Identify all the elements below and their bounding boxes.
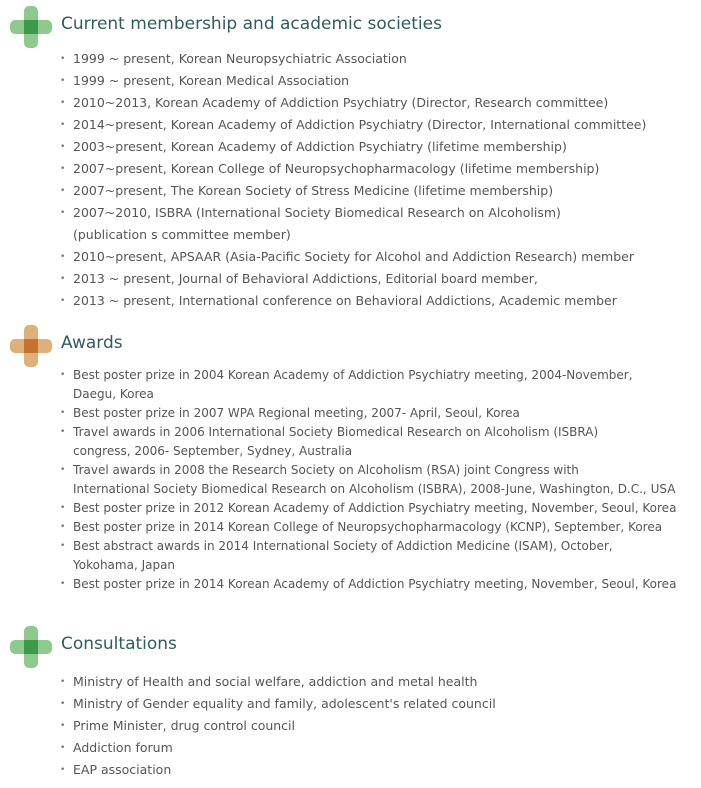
list-item-text: • 2010~2013, Korean Academy of Addiction Psychiatry (Director, Research committee) [73, 95, 609, 110]
list-item-text: • Addiction forum [73, 740, 173, 755]
awards-title: Awards [61, 333, 123, 353]
list-item [60, 158, 690, 180]
list-item-text: • 2007~present, The Korean Society of Stress Medicine (lifetime membership) [73, 183, 554, 198]
list-item-text: • Best poster prize in 2014 Korean Academy of Addiction Psychiatry meeting, November, Seoul, Korea [73, 577, 677, 591]
memberships-list [60, 48, 690, 312]
list-item-text: • Travel awards in 2006 International Society Biomedical Research on Alcoholism (ISBRA) [73, 425, 599, 439]
list-item-text: • Best poster prize in 2004 Korean Academy of Addiction Psychiatry meeting, 2004-November, [73, 368, 633, 382]
list-item [60, 48, 690, 70]
list-item-continuation: International Society Biomedical Research on Alcoholism (ISBRA), 2008-June, Washington, D.C., USA [73, 482, 676, 496]
list-item-text: • EAP association [73, 762, 172, 777]
list-item-text: • Ministry of Gender equality and family, adolescent's related council [73, 696, 496, 711]
list-item [60, 715, 690, 737]
orange-cross-icon [10, 325, 52, 367]
list-item [60, 737, 690, 759]
list-item-text: • 2010~present, APSAAR (Asia-Pacific Society for Alcohol and Addiction Research) member [73, 249, 634, 264]
awards-header [0, 325, 701, 369]
list-item-continuation: congress, 2006- September, Sydney, Australia [73, 444, 353, 458]
list-item [60, 404, 690, 423]
list-item [60, 693, 690, 715]
list-item-text: • Best poster prize in 2007 WPA Regional meeting, 2007- April, Seoul, Korea [73, 406, 520, 420]
consultations-section [0, 626, 701, 777]
green-cross-icon [10, 6, 52, 48]
list-item [60, 671, 690, 693]
consultations-header [0, 626, 701, 670]
list-item [60, 461, 690, 499]
list-item-continuation: Yokohama, Japan [73, 558, 176, 572]
list-item [60, 759, 690, 781]
list-item-text: • Best poster prize in 2012 Korean Academy of Addiction Psychiatry meeting, November, Seoul, Korea [73, 501, 677, 515]
list-item [60, 180, 690, 202]
awards-list [60, 366, 690, 594]
list-item [60, 499, 690, 518]
list-item [60, 246, 690, 268]
list-item [60, 518, 690, 537]
list-item-continuation: Daegu, Korea [73, 387, 154, 401]
list-item-text: • 2003~present, Korean Academy of Addiction Psychiatry (lifetime membership) [73, 139, 567, 154]
list-item-text: • 2014~present, Korean Academy of Addiction Psychiatry (Director, International committee) [73, 117, 647, 132]
list-item [60, 268, 690, 290]
list-item-text: • 2007~present, Korean College of Neuropsychopharmacology (lifetime membership) [73, 161, 600, 176]
list-item-text: • 2013 ~ present, Journal of Behavioral Addictions, Editorial board member, [73, 271, 538, 286]
list-item-text: • Best poster prize in 2014 Korean College of Neuropsychopharmacology (KCNP), September, Korea [73, 520, 663, 534]
list-item [60, 575, 690, 594]
green-cross-icon [10, 626, 52, 668]
list-item [60, 423, 690, 461]
list-item-text: • Best abstract awards in 2014 International Society of Addiction Medicine (ISAM), October, [73, 539, 613, 553]
consultations-title: Consultations [61, 634, 177, 654]
list-item [60, 202, 690, 246]
list-item [60, 92, 690, 114]
list-item-text: • 1999 ~ present, Korean Medical Association [73, 73, 350, 88]
list-item-text: • 1999 ~ present, Korean Neuropsychiatric Association [73, 51, 407, 66]
list-item-text: • Prime Minister, drug control council [73, 718, 296, 733]
list-item [60, 290, 690, 312]
list-item-continuation: (publication s committee member) [73, 227, 291, 242]
list-item-text: • Ministry of Health and social welfare, addiction and metal health [73, 674, 478, 689]
list-item-text: • 2007~2010, ISBRA (International Society Biomedical Research on Alcoholism) [73, 205, 561, 220]
list-item-text: • 2013 ~ present, International conference on Behavioral Addictions, Academic member [73, 293, 617, 308]
list-item [60, 114, 690, 136]
memberships-header [0, 6, 701, 50]
memberships-title: Current membership and academic societies [61, 14, 442, 34]
list-item [60, 70, 690, 92]
list-item [60, 136, 690, 158]
consultations-list [60, 671, 690, 781]
list-item-text: • Travel awards in 2008 the Research Society on Alcoholism (RSA) joint Congress with [73, 463, 579, 477]
memberships-section [0, 6, 701, 308]
list-item [60, 366, 690, 404]
awards-section [0, 325, 701, 591]
list-item [60, 537, 690, 575]
